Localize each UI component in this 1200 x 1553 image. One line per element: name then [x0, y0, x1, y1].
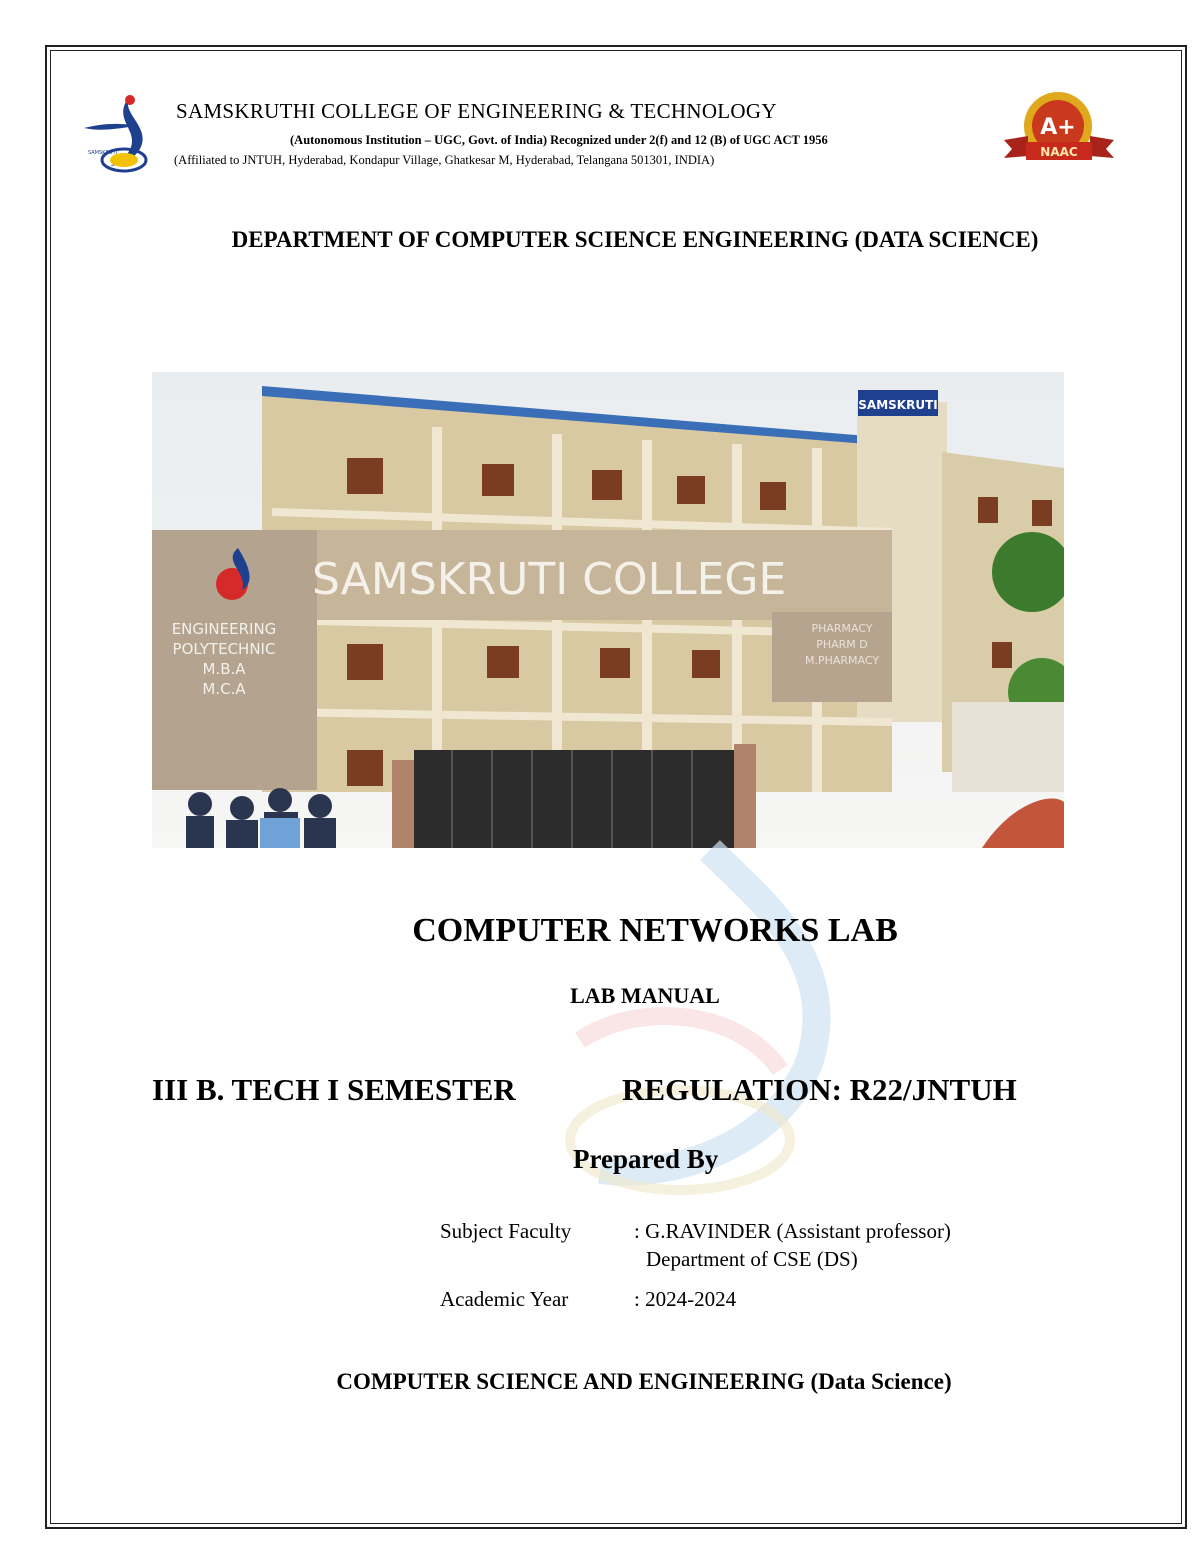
lab-manual-label: LAB MANUAL	[570, 983, 720, 1008]
affiliation-line: (Affiliated to JNTUH, Hyderabad, Kondapur Village, Ghatkesar M, Hyderabad, Telangana 501301, INDIA)	[174, 153, 715, 167]
college-logo	[80, 88, 170, 178]
faculty-label: Subject Faculty	[440, 1219, 572, 1243]
naac-badge	[1000, 88, 1118, 174]
naac-grade: A+	[1040, 115, 1076, 140]
footer-department: COMPUTER SCIENCE AND ENGINEERING (Data Science)	[336, 1369, 952, 1394]
gate-panel-polytechnic: POLYTECHNIC	[172, 640, 276, 658]
semester-label: III B. TECH I SEMESTER	[152, 1072, 516, 1107]
naac-label: NAAC	[1040, 145, 1078, 159]
gate-sign: SAMSKRUTI COLLEGE	[312, 554, 787, 605]
gate-panel-pharmacy: PHARMACY	[811, 622, 873, 635]
academic-year-value: : 2024-2024	[634, 1287, 737, 1311]
gate-panel-mpharmacy: M.PHARMACY	[804, 654, 880, 667]
faculty-department: Department of CSE (DS)	[646, 1247, 858, 1271]
department-heading: DEPARTMENT OF COMPUTER SCIENCE ENGINEERING (DATA SCIENCE)	[231, 227, 1039, 252]
lab-title: COMPUTER NETWORKS LAB	[412, 912, 898, 949]
prepared-by-heading: Prepared By	[573, 1144, 719, 1174]
gate-panel-engineering: ENGINEERING	[171, 620, 277, 638]
college-building-photo	[152, 372, 1064, 848]
roof-sign: SAMSKRUTI	[858, 398, 938, 412]
autonomous-line: (Autonomous Institution – UGC, Govt. of India) Recognized under 2(f) and 12 (B) of UGC ACT 1956	[290, 133, 828, 147]
regulation-label: REGULATION: R22/JNTUH	[622, 1072, 1017, 1107]
faculty-value: : G.RAVINDER (Assistant professor)	[634, 1219, 951, 1243]
logo-lettering: SAMSKRUTI	[88, 150, 118, 156]
college-name: SAMSKRUTHI COLLEGE OF ENGINEERING & TECHNOLOGY	[176, 99, 777, 123]
academic-year-label: Academic Year	[440, 1287, 569, 1311]
gate-panel-mba: M.B.A	[202, 660, 246, 678]
gate-panel-pharmd: PHARM D	[816, 638, 868, 651]
gate-panel-mca: M.C.A	[202, 680, 246, 698]
